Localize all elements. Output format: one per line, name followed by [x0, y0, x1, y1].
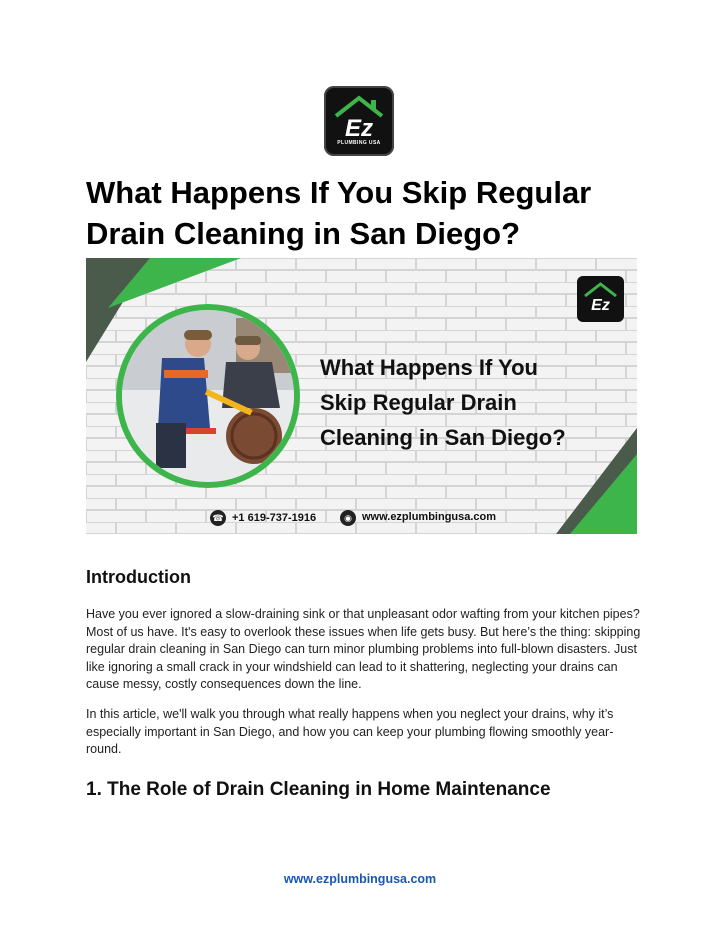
section-1-heading: 1. The Role of Drain Cleaning in Home Maintenance: [86, 779, 551, 800]
intro-heading: Introduction: [86, 567, 191, 587]
logo-letters: Ez: [344, 115, 374, 142]
banner-heading-line-3: Cleaning in San Diego?: [320, 425, 566, 450]
intro-paragraph-2: In this article, we'll walk you through what really happens when you neglect your drains, why it’s especially important in San Diego, and how you can keep your plumbing flowing smoothly year-round.: [86, 707, 614, 756]
hero-banner: [86, 258, 637, 534]
page-title: [86, 172, 646, 254]
intro-paragraph-1: Have you ever ignored a slow-draining sink or that unpleasant odor wafting from your kitchen pipes? Most of us have. It's easy to overlook these issues when life gets busy. But here’s the thing: skipping regular drain cleaning in San Diego can turn minor plumbing problems into full-blown disasters. Just like ignoring a small crack in your windshield can lead to it shattering, neglecting your drains can cause messy, costly consequences down the line.: [86, 607, 641, 691]
banner-logo: [577, 276, 624, 322]
company-logo: [324, 86, 394, 156]
house-logo-icon: [577, 276, 624, 322]
phone-icon: ☎: [210, 510, 226, 526]
banner-phone: +1 619-737-1916: [232, 512, 317, 524]
banner-heading-line-2: Skip Regular Drain: [320, 390, 517, 415]
globe-icon: ◉: [340, 510, 356, 526]
banner-website: www.ezplumbingusa.com: [362, 511, 497, 523]
title-line-1: What Happens If You Skip Regular: [86, 175, 592, 210]
footer-website-link[interactable]: www.ezplumbingusa.com: [283, 872, 437, 886]
banner-heading-line-1: What Happens If You: [320, 355, 538, 380]
banner-heading: [320, 350, 620, 455]
banner-logo-letters: Ez: [591, 297, 610, 314]
workers-photo: [116, 304, 300, 488]
logo-subtitle: PLUMBING USA: [337, 140, 381, 146]
title-line-2: Drain Cleaning in San Diego?: [86, 216, 521, 251]
